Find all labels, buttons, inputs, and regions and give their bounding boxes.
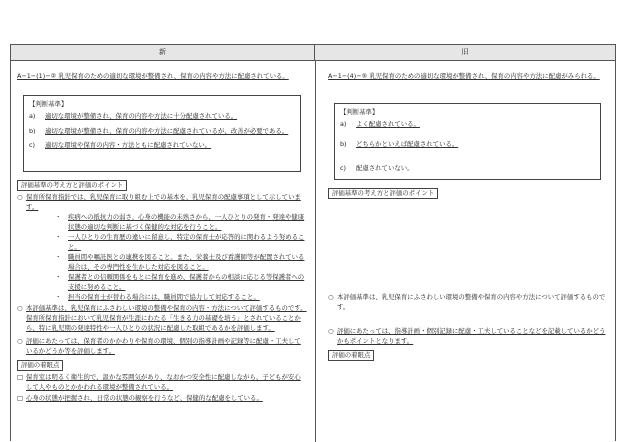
circle-marker: ○ [328,293,334,301]
old-focus-heading: 評価の着眼点 [328,350,374,361]
checkpoint-text: 心身の状態が把握され、日常の状態の観察を行うなど、保健的な配慮をしている。 [26,394,263,402]
checkpoint-text: 保育室は明るく衛生的で、温かな雰囲気があり、なおかつ安全性に配慮しながら、子どもが安心して人やものとかかわれる環境が整備されている。 [26,373,301,391]
old-criterion-b [340,139,595,149]
old-paragraph-2 [328,292,607,312]
criterion-key: b) [29,127,36,135]
new-criterion-a [29,111,295,121]
new-paragraph-1 [17,192,307,212]
dot-marker: ・ [55,293,62,301]
criterion-text: 配慮されていない。 [356,164,414,172]
comparison-table [10,44,616,441]
new-bullet [17,272,307,292]
bullet-text: 一人ひとりの生育歴の違いに留意し、特定の保育士が応答的に関わるよう努めること。 [68,233,305,251]
criterion-text: 適切な環境が整備され、保育の内容や方法に配慮されているが、改善が必要である。 [45,127,289,135]
criterion-key: a) [29,112,36,120]
header-new: 新 [11,45,315,61]
bullet-text: 担当の保育士が替わる場合には、職員間で協力して対応すること。 [68,293,260,301]
criterion-key: c) [340,164,347,172]
header-old: 旧 [315,45,615,61]
new-criterion-c [29,140,295,150]
paragraph-text: 本評価基準は、乳児保育にふさわしい環境の整備や保育の内容や方法について評価するものです。 [337,293,606,311]
new-criteria-box [23,95,301,172]
new-bullet [17,252,307,272]
old-criteria-box [334,103,601,180]
bullet-text: 保護者との信頼関係をもとに保育を進め、保護者からの相談に応じる等保護者への支援に努めること。 [68,273,305,291]
bullet-text: 疾病への抵抗力の弱さ、心身の機能の未熟さから、一人ひとりの発育・発達や健康状態の適切な判断に基づく保健的な対応を行うこと。 [68,213,305,231]
circle-marker: ○ [328,327,334,335]
circle-marker: ○ [17,337,23,345]
old-item-title: A−1−(4)−⑤ 乳児保育のための適切な環境が整備され、保育の内容や方法に配慮がみられる。 [328,72,600,80]
criterion-key: a) [340,120,347,128]
old-paragraph-3 [328,326,607,346]
criterion-text: よく配慮されている。 [356,120,420,128]
new-item-title: A−1−(1)−② 乳児保育のための適切な環境が整備され、保育の内容や方法に配慮されている。 [17,72,289,80]
old-column [316,61,615,361]
criterion-text: 適切な環境が整備され、保育の内容や方法に十分配慮されている。 [45,112,238,120]
new-criteria-heading: 【判断基準】 [29,100,68,108]
paragraph-text: 保育所保育指針では、乳児保育に取り組む上での基本を、乳児保育の配慮事項として示しています。 [26,193,301,211]
dot-marker: ・ [55,213,62,221]
dot-marker: ・ [55,273,62,281]
bullet-text: 職員間や嘱託医との連携を図ること。また、栄養士及び看護師等が配置されている場合は、その専門性を生かした対応を図ること。 [68,253,305,271]
checkbox-icon: □ [17,394,24,402]
checkbox-icon: □ [17,373,24,381]
paragraph-text: 評価にあたっては、保育者のかかわりや保育の環境、個別の指導計画や記録等に配慮・工夫しているかどうか等を評価します。 [26,337,301,355]
old-criterion-a [340,119,595,129]
paragraph-text: 本評価基準は、乳児保育にふさわしい環境の整備や保育の内容・方法について評価するものです。保育所保育指針において乳児保育が生涯にわたる「生きる力の基礎を培う」とされていることから、特に乳児期の発達特性や一人ひとりの状況に配慮した取組であるかを評価します。 [26,304,307,332]
new-bullet [17,212,307,232]
new-checkpoint [17,393,307,403]
new-viewpoint-heading: 評価基準の考え方と評価のポイント [17,180,127,191]
criterion-key: b) [340,140,347,148]
new-checkpoint [17,372,307,392]
circle-marker: ○ [17,193,23,201]
dot-marker: ・ [55,253,62,261]
criterion-text: どちらかといえば配慮されている。 [356,140,459,148]
old-criteria-heading: 【判断基準】 [340,108,379,116]
new-bullet [17,292,307,302]
criterion-key: c) [29,141,36,149]
old-criterion-c [340,163,595,173]
new-column [11,61,315,403]
criterion-text: 適切な環境や保育の内容・方法ともに配慮されていない。 [45,141,212,149]
old-viewpoint-heading: 評価基準の考え方と評価のポイント [328,188,438,199]
dot-marker: ・ [55,233,62,241]
new-focus-heading: 評価の着眼点 [17,360,63,371]
new-paragraph-2 [17,303,307,333]
circle-marker: ○ [17,304,23,312]
paragraph-text: 評価にあたっては、指導計画・個別記録に配慮・工夫していることなどを記載しているかどうかもポイントとなります。 [337,327,606,345]
new-bullet [17,232,307,252]
new-paragraph-3 [17,336,307,356]
new-criterion-b [29,126,295,136]
